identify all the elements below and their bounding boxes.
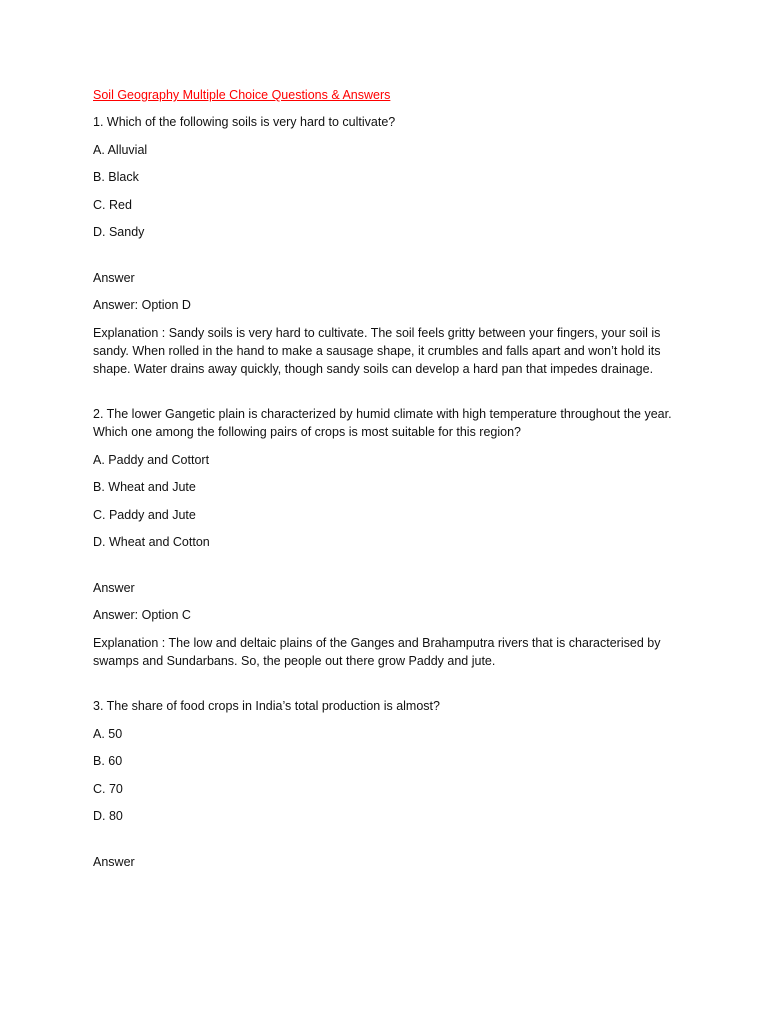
option-b: B. Black: [93, 170, 139, 184]
option-c: C. 70: [93, 781, 123, 796]
question-block-2: [93, 405, 678, 670]
option-d: D. Wheat and Cotton: [93, 535, 210, 549]
option-a: A. 50: [93, 726, 123, 741]
document-body: [93, 86, 678, 880]
question-block-1: [93, 113, 678, 378]
option-c: C. Paddy and Jute: [93, 507, 196, 522]
option-d: D. 80: [93, 809, 123, 823]
answer-heading: Answer: [93, 270, 135, 285]
spacer: [93, 679, 678, 697]
explanation-text: Explanation : Sandy soils is very hard to cultivate. The soil feels gritty between your fingers, your soil is sandy. When rolled in the hand to make a sausage shape, it crumbles and falls apart and won’t hold its shape. Water drains away quickly, though sandy soils can develop a hard pan that impedes drainage.: [93, 325, 661, 376]
option-c: C. Red: [93, 197, 132, 212]
spacer: [93, 251, 678, 269]
spacer: [93, 561, 678, 579]
spacer: [93, 835, 678, 853]
spacer: [93, 387, 678, 405]
question-text: 2. The lower Gangetic plain is characterized by humid climate with high temperature throughout the year. Which one among the following pairs of crops is most suitable for this region?: [93, 407, 672, 439]
document-title[interactable]: Soil Geography Multiple Choice Questions & Answers: [93, 88, 391, 102]
option-a: A. Alluvial: [93, 142, 148, 157]
answer-text: Answer: Option C: [93, 608, 191, 622]
answer-heading: Answer: [93, 580, 135, 595]
option-b: B. 60: [93, 754, 123, 768]
option-d: D. Sandy: [93, 225, 145, 239]
option-a: A. Paddy and Cottort: [93, 452, 210, 467]
answer-text: Answer: Option D: [93, 298, 191, 312]
option-b: B. Wheat and Jute: [93, 480, 196, 494]
question-block-3: [93, 697, 678, 871]
answer-heading: Answer: [93, 854, 135, 869]
explanation-text: Explanation : The low and deltaic plains of the Ganges and Brahamputra rivers that is characterised by swamps and Sundarbans. So, the people out there grow Paddy and jute.: [93, 635, 661, 668]
question-text: 1. Which of the following soils is very hard to cultivate?: [93, 115, 396, 129]
question-text: 3. The share of food crops in India’s total production is almost?: [93, 699, 440, 713]
